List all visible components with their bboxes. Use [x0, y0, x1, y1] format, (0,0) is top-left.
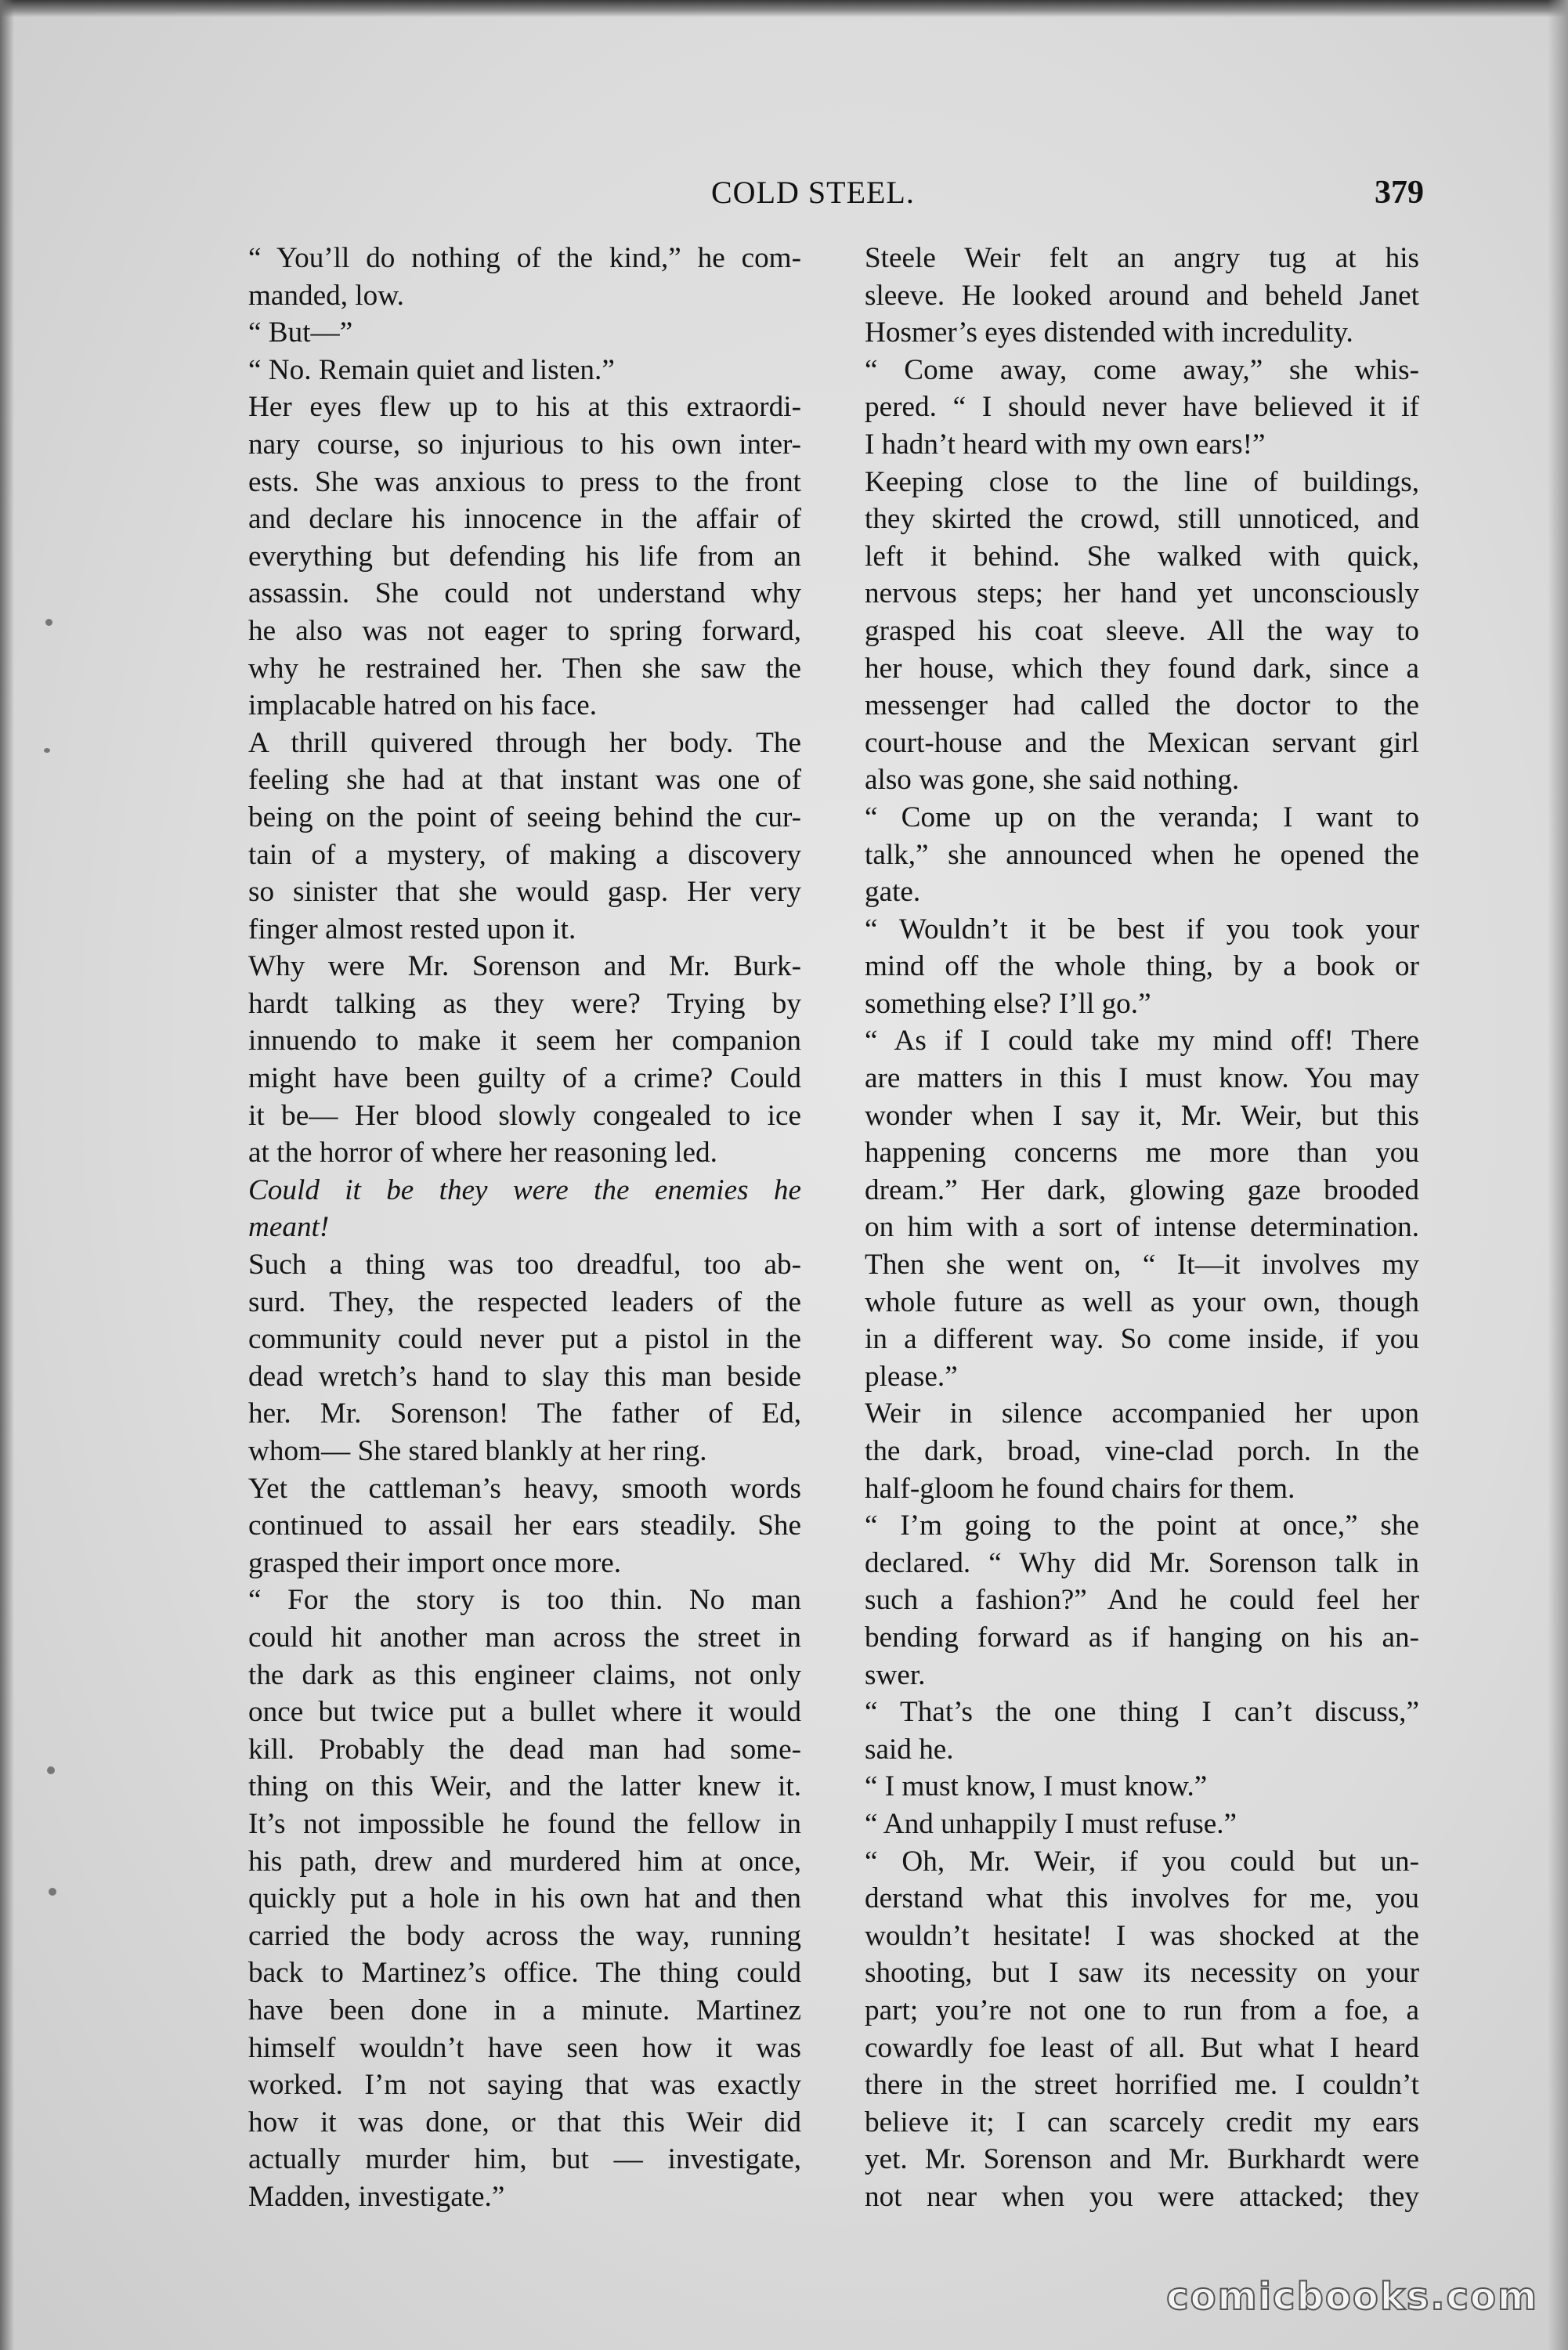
text-line: everything but defending his life from an — [248, 540, 801, 573]
text-line: finger almost rested upon it. — [248, 913, 576, 945]
text-line: worked. I’m not saying that was exactly — [248, 2069, 801, 2102]
text-line: actually murder him, but — investigate, — [248, 2143, 801, 2176]
text-line: Could it be they were the enemies he — [248, 1173, 801, 1206]
text-line: It’s not impossible he found the fellow in — [248, 1807, 801, 1840]
text-line: “ You’ll do nothing of the kind,” he com- — [248, 242, 801, 274]
text-line: he also was not eager to spring forward, — [248, 614, 801, 647]
text-line: “ And unhappily I must refuse.” — [865, 1807, 1237, 1840]
text-line: something else? I’ll go.” — [865, 987, 1151, 1020]
text-line: pered. “ I should never have believed it if — [865, 391, 1419, 424]
text-line: hardt talking as they were? Trying by — [248, 987, 801, 1020]
text-line: at the horror of where her reasoning led. — [248, 1137, 717, 1170]
text-line: feeling she had at that instant was one of — [248, 764, 801, 797]
text-line: “ For the story is too thin. No man — [248, 1584, 801, 1617]
text-line: “ Wouldn’t it be best if you took your — [865, 913, 1419, 945]
text-line: are matters in this I must know. You may — [865, 1062, 1419, 1095]
running-header — [711, 174, 1424, 213]
text-line: left it behind. She walked with quick, — [865, 540, 1419, 573]
text-line: innuendo to make it seem her companion — [248, 1025, 801, 1058]
text-line: “ No. Remain quiet and listen.” — [248, 353, 615, 386]
text-line: cowardly foe least of all. But what I heard — [865, 2031, 1419, 2064]
text-line: Weir in silence accompanied her upon — [865, 1397, 1419, 1430]
paragraph — [217, 948, 801, 1172]
text-line: swer. — [865, 1658, 926, 1691]
text-line: quickly put a hole in his own hat and then — [248, 1882, 801, 1915]
text-line: implacable hatred on his face. — [248, 689, 598, 722]
text-line: grasped his coat sleeve. All the way to — [865, 614, 1419, 647]
text-line: gate. — [865, 876, 921, 909]
binding-hole-mark — [45, 619, 52, 626]
text-line: carried the body across the way, running — [248, 1919, 801, 1952]
text-line: continued to assail her ears steadily. She — [248, 1509, 801, 1542]
paragraph — [217, 240, 801, 314]
paragraph — [217, 314, 801, 352]
text-line: in a different way. So come inside, if you — [865, 1323, 1419, 1356]
paragraph — [833, 799, 1419, 911]
text-line: believe it; I can scarcely credit my ears — [865, 2106, 1419, 2138]
text-line: tain of a mystery, of making a discovery — [248, 838, 801, 871]
text-line: also was gone, she said nothing. — [865, 764, 1240, 797]
text-line: the dark, broad, vine-clad porch. In the — [865, 1435, 1419, 1467]
text-line: nary course, so injurious to his own inter- — [248, 428, 801, 461]
text-line: there in the street horrified me. I couldn’t — [865, 2069, 1419, 2102]
paragraph — [833, 911, 1419, 1023]
text-line: surd. They, the respected leaders of the — [248, 1285, 801, 1318]
text-line: grasped their import once more. — [248, 1546, 622, 1579]
text-line: meant! — [248, 1211, 330, 1244]
text-line: Yet the cattleman’s heavy, smooth words — [248, 1472, 801, 1505]
text-line: dream.” Her dark, glowing gaze brooded — [865, 1173, 1419, 1206]
text-line: messenger had called the doctor to the — [865, 689, 1419, 722]
text-line: once but twice put a bullet where it would — [248, 1696, 801, 1729]
paragraph — [833, 1768, 1419, 1806]
running-title: COLD STEEL. — [711, 175, 915, 210]
paragraph — [833, 240, 1419, 352]
text-line: I hadn’t heard with my own ears!” — [865, 428, 1266, 461]
text-line: half-gloom he found chairs for them. — [865, 1472, 1295, 1505]
text-line: talk,” she announced when he opened the — [865, 838, 1419, 871]
text-line: declared. “ Why did Mr. Sorenson talk in — [865, 1546, 1419, 1579]
text-line: back to Martinez’s office. The thing could — [248, 1957, 801, 1990]
text-line: whole future as well as your own, though — [865, 1285, 1419, 1318]
right-text-column — [833, 240, 1419, 2214]
text-line: thing on this Weir, and the latter knew it. — [248, 1770, 801, 1803]
page-number: 379 — [1375, 175, 1424, 211]
text-line: community could never put a pistol in the — [248, 1323, 801, 1356]
paragraph — [833, 1694, 1419, 1768]
text-line: Such a thing was too dreadful, too ab- — [248, 1249, 801, 1282]
paragraph — [833, 1843, 1419, 2216]
text-line: himself wouldn’t have seen how it was — [248, 2031, 801, 2064]
text-line: such a fashion?” And he could feel her — [865, 1584, 1419, 1617]
text-line: “ As if I could take my mind off! There — [865, 1025, 1419, 1058]
text-line: could hit another man across the street in — [248, 1621, 801, 1654]
text-line: mind off the whole thing, by a book or — [865, 950, 1419, 983]
text-line: and declare his innocence in the affair of — [248, 503, 801, 536]
text-line: his path, drew and murdered him at once, — [248, 1845, 801, 1878]
text-line: assassin. She could not understand why — [248, 577, 801, 610]
text-line: “ I must know, I must know.” — [865, 1770, 1208, 1803]
left-text-column — [217, 240, 801, 2214]
text-line: Steele Weir felt an angry tug at his — [865, 242, 1419, 274]
text-line: “ Come up on the veranda; I want to — [865, 801, 1419, 833]
text-line: happening concerns me more than you — [865, 1137, 1419, 1170]
text-line: kill. Probably the dead man had some- — [248, 1733, 801, 1766]
page-edge-shadow-right — [1548, 0, 1568, 2350]
page-edge-shadow-left — [0, 0, 14, 2350]
text-line: being on the point of seeing behind the cur- — [248, 801, 801, 833]
watermark-logo: comicbooks.com — [1166, 2275, 1538, 2319]
text-line: “ Come away, come away,” she whis- — [865, 353, 1419, 386]
text-line: please.” — [865, 1360, 958, 1393]
text-line: they skirted the crowd, still unnoticed, and — [865, 503, 1419, 536]
text-line: her. Mr. Sorenson! The father of Ed, — [248, 1397, 801, 1430]
text-line: sleeve. He looked around and beheld Janet — [865, 279, 1419, 312]
text-line: wouldn’t hesitate! I was shocked at the — [865, 1919, 1419, 1952]
text-line: why he restrained her. Then she saw the — [248, 652, 801, 685]
text-line: said he. — [865, 1733, 954, 1766]
text-line: Keeping close to the line of buildings, — [865, 465, 1419, 498]
paragraph — [217, 352, 801, 389]
binding-hole-mark — [49, 1888, 56, 1896]
paragraph — [217, 389, 801, 724]
paragraph — [833, 1507, 1419, 1694]
paragraph — [217, 725, 801, 949]
text-line: derstand what this involves for me, you — [865, 1882, 1419, 1915]
paragraph — [217, 1582, 801, 2215]
text-line: on him with a sort of intense determination. — [865, 1211, 1419, 1244]
text-line: Hosmer’s eyes distended with incredulity. — [865, 316, 1353, 349]
text-line: whom— She stared blankly at her ring. — [248, 1435, 707, 1467]
text-line: wonder when I say it, Mr. Weir, but this — [865, 1099, 1419, 1132]
paragraph — [833, 352, 1419, 464]
text-line: might have been guilty of a crime? Could — [248, 1062, 801, 1095]
text-line: court-house and the Mexican servant girl — [865, 726, 1419, 759]
text-line: the dark as this engineer claims, not only — [248, 1658, 801, 1691]
paragraph — [833, 464, 1419, 799]
text-line: Then she went on, “ It—it involves my — [865, 1249, 1419, 1282]
text-line: “ I’m going to the point at once,” she — [865, 1509, 1419, 1542]
text-line: ests. She was anxious to press to the front — [248, 465, 801, 498]
text-line: Her eyes flew up to his at this extraordi- — [248, 391, 801, 424]
text-line: so sinister that she would gasp. Her very — [248, 876, 801, 909]
text-line: have been done in a minute. Martinez — [248, 1994, 801, 2026]
text-line: yet. Mr. Sorenson and Mr. Burkhardt were — [865, 2143, 1419, 2176]
text-line: it be— Her blood slowly congealed to ice — [248, 1099, 801, 1132]
page-edge-shadow-top — [0, 0, 1568, 17]
paragraph — [217, 1246, 801, 1470]
paragraph — [217, 1172, 801, 1246]
text-line: dead wretch’s hand to slay this man beside — [248, 1360, 801, 1393]
binding-hole-mark — [47, 1766, 55, 1774]
text-line: not near when you were attacked; they — [865, 2180, 1419, 2213]
paragraph — [833, 1022, 1419, 1395]
text-line: bending forward as if hanging on his an- — [865, 1621, 1419, 1654]
paragraph — [833, 1806, 1419, 1843]
text-line: part; you’re not one to run from a foe, a — [865, 1994, 1419, 2026]
text-line: Why were Mr. Sorenson and Mr. Burk- — [248, 950, 801, 983]
text-line: nervous steps; her hand yet unconsciously — [865, 577, 1419, 610]
text-line: manded, low. — [248, 279, 404, 312]
paragraph — [833, 1395, 1419, 1507]
text-line: how it was done, or that this Weir did — [248, 2106, 801, 2138]
text-line: A thrill quivered through her body. The — [248, 726, 801, 759]
text-line: Madden, investigate.” — [248, 2180, 505, 2213]
text-line: “ Oh, Mr. Weir, if you could but un- — [865, 1845, 1419, 1878]
binding-hole-mark — [44, 748, 50, 753]
text-line: “ That’s the one thing I can’t discuss,” — [865, 1696, 1419, 1729]
text-line: shooting, but I saw its necessity on your — [865, 1957, 1419, 1990]
paragraph — [217, 1470, 801, 1582]
text-line: her house, which they found dark, since a — [865, 652, 1419, 685]
text-line: “ But—” — [248, 316, 353, 349]
